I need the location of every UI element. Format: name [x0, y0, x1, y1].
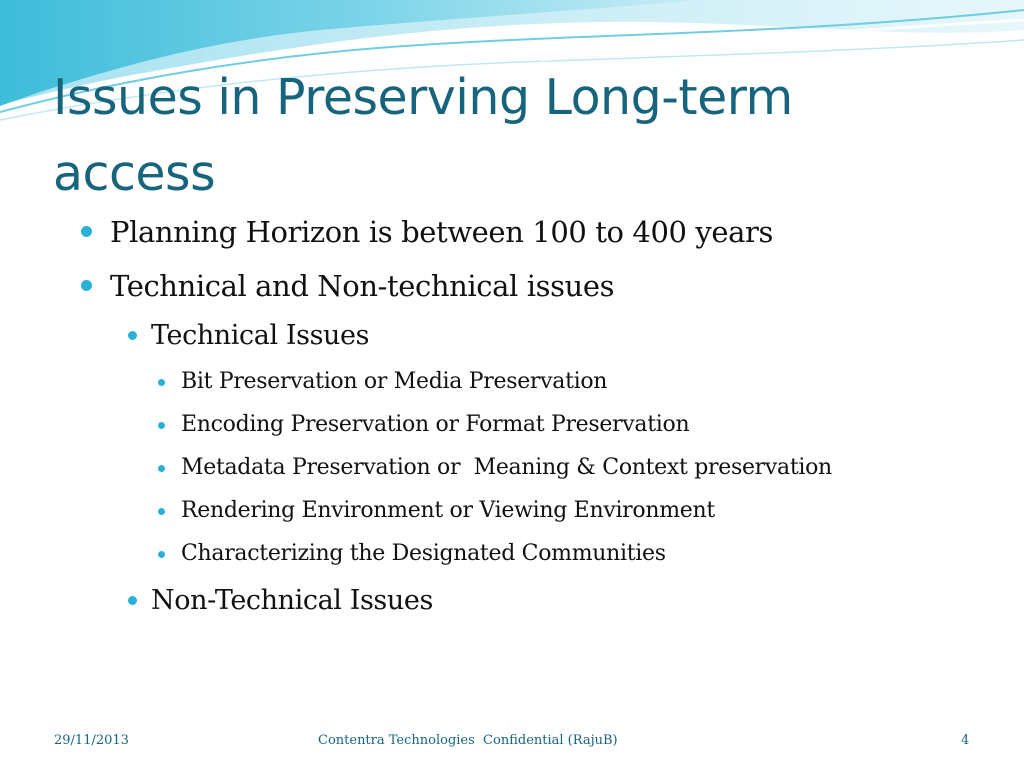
list-item	[181, 540, 666, 568]
subbullet-technical-issues	[151, 319, 369, 353]
list-item-text: Metadata Preservation or Meaning & Context preservation	[181, 455, 832, 480]
list-item	[181, 497, 715, 525]
list-item-text: Bit Preservation or Media Preservation	[181, 369, 608, 394]
bullet-dot-icon	[158, 465, 165, 472]
bullet-text: Non-Technical Issues	[151, 585, 433, 616]
footer-confidential-text: Contentra Technologies Confidential (RajuB)	[318, 733, 618, 748]
slide-number: 4	[961, 733, 970, 748]
bullet-text: Planning Horizon is between 100 to 400 years	[110, 215, 773, 249]
bullet-dot-icon	[128, 596, 137, 605]
bullet-text: Technical Issues	[151, 320, 370, 351]
bullet-dot-icon	[158, 379, 165, 386]
bullet-text: Technical and Non-technical issues	[110, 269, 615, 303]
bullet-dot-icon	[158, 551, 165, 558]
bullet-dot-icon	[81, 280, 92, 291]
bullet-planning-horizon	[110, 214, 773, 250]
bullet-dot-icon	[128, 331, 137, 340]
bullet-dot-icon	[81, 226, 92, 237]
footer-date: 29/11/2013	[54, 733, 129, 748]
bullet-dot-icon	[158, 508, 165, 515]
list-item	[181, 411, 689, 439]
bullet-technical-and-non-technical	[110, 268, 614, 304]
subbullet-non-technical-issues	[151, 584, 433, 618]
bullet-dot-icon	[158, 422, 165, 429]
list-item	[181, 368, 607, 396]
list-item-text: Encoding Preservation or Format Preservation	[181, 412, 690, 437]
list-item	[181, 454, 832, 482]
list-item-text: Rendering Environment or Viewing Environment	[181, 498, 715, 523]
list-item-text: Characterizing the Designated Communities	[181, 541, 666, 566]
slide-title: Issues in Preserving Long-term access	[53, 69, 793, 202]
